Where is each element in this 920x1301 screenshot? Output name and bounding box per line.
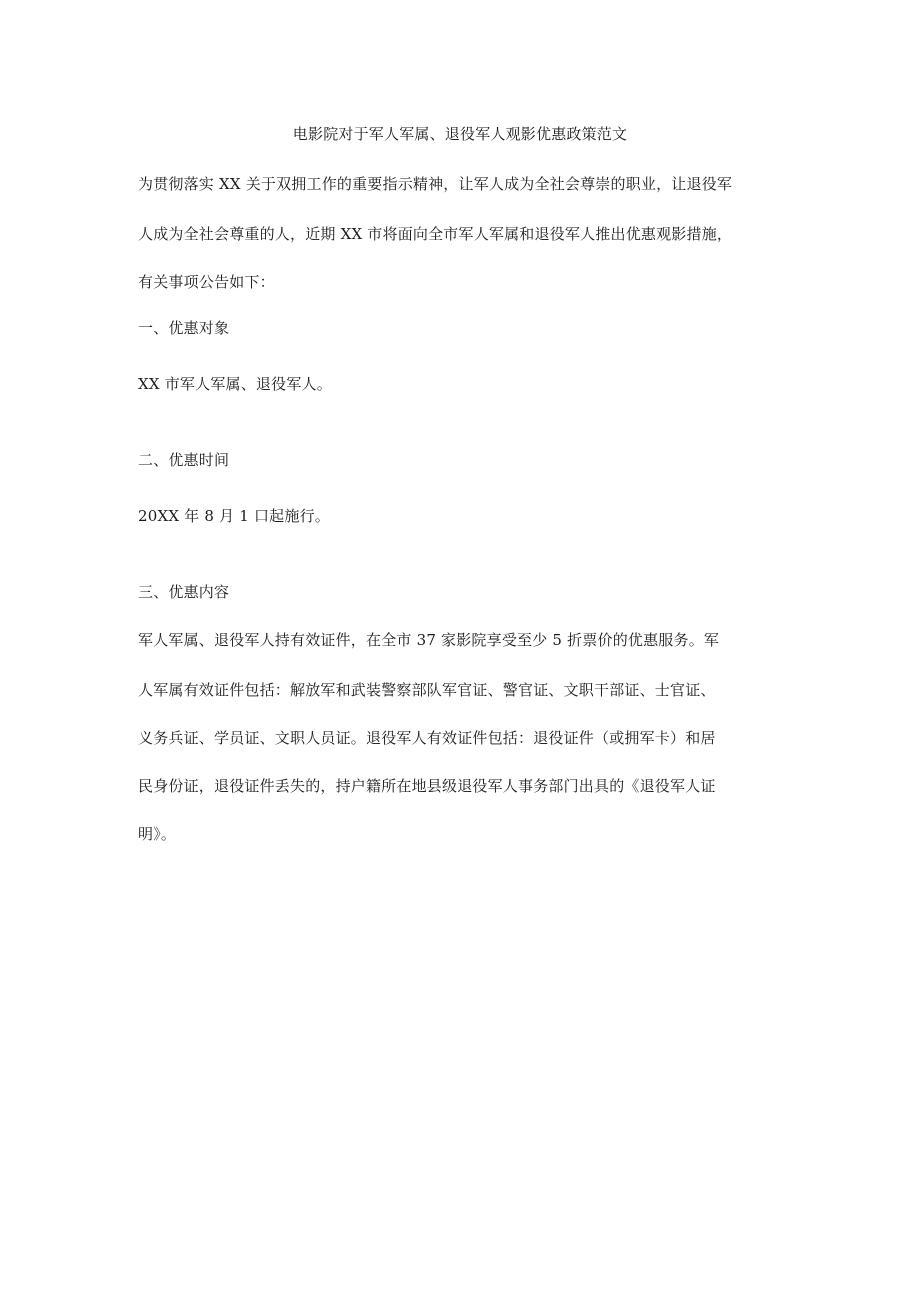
section-heading-content: 三、优惠内容 [138,583,230,601]
section-content-line-3: 义务兵证、学员证、文职人员证。退役军人有效证件包括：退役证件（或拥军卡）和居 [138,729,716,747]
intro-line-2: 人成为全社会尊重的人，近期 XX 市将面向全市军人军属和退役军人推出优惠观影措施， [138,225,733,243]
section-heading-time: 二、优惠时间 [138,451,230,469]
intro-line-3: 有关事项公告如下： [138,273,275,291]
section-target-text: XX 市军人军属、退役军人。 [138,375,332,393]
section-heading-target: 一、优惠对象 [138,319,230,337]
section-content-line-1: 军人军属、退役军人持有效证件，在全市 37 家影院享受至少 5 折票价的优惠服务。军 [138,631,720,649]
section-time-text: 20XX 年 8 月 1 口起施行。 [138,507,330,525]
section-content-line-5: 明》。 [138,825,177,843]
intro-line-1: 为贯彻落实 XX 关于双拥工作的重要指示精神，让军人成为全社会尊崇的职业，让退役军 [138,175,733,193]
section-content-line-4: 民身份证，退役证件丢失的，持户籍所在地县级退役军人事务部门出具的《退役军人证 [138,777,716,795]
section-content-line-2: 人军属有效证件包括：解放军和武装警察部队军官证、警官证、文职干部证、士官证、 [138,681,716,699]
document-title: 电影院对于军人军属、退役军人观影优惠政策范文 [292,125,628,143]
